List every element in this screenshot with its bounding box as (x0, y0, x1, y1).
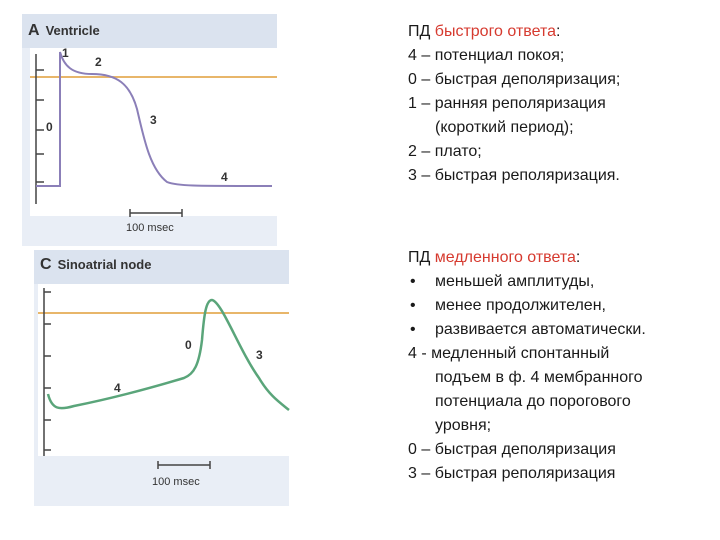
fast-response-item: (короткий период); (435, 119, 574, 136)
fast-response-item: 3 – быстрая реполяризация. (408, 167, 620, 184)
sinoatrial-scale-bar (158, 461, 210, 469)
ventricle-phase-label-1: 1 (62, 46, 69, 60)
slow-response-bullet: • менее продолжителен, (408, 294, 646, 318)
ventricle-action-potential-diagram (22, 14, 277, 246)
sinoatrial-ap-curve (48, 300, 289, 410)
sinoatrial-phase-label-0: 0 (185, 338, 192, 352)
ventricle-scale-label: 100 msec (126, 222, 174, 234)
slow-response-description (408, 246, 646, 486)
fast-response-description (408, 20, 620, 188)
sinoatrial-action-potential-diagram (34, 250, 289, 506)
slow-response-heading-prefix: ПД (408, 249, 435, 266)
ventricle-scale-bar (130, 209, 182, 217)
fast-response-item: 0 – быстрая деполяризация; (408, 71, 621, 88)
fast-response-item: 4 – потенциал покоя; (408, 47, 565, 64)
fast-response-heading-prefix: ПД (408, 23, 435, 40)
sinoatrial-scale-label: 100 msec (152, 476, 200, 488)
sinoatrial-y-ticks (44, 292, 51, 450)
fast-response-item: 2 – плато; (408, 143, 482, 160)
slow-response-phase4-line: уровня; (435, 417, 492, 434)
ventricle-phase-label-4: 4 (221, 170, 228, 184)
slow-response-phase4-line: потенциала до порогового (435, 393, 631, 410)
ventricle-panel-title-text: Ventricle (45, 23, 100, 38)
sinoatrial-panel-letter: C (40, 256, 52, 273)
sinoatrial-panel (34, 250, 289, 506)
ventricle-phase-label-3: 3 (150, 113, 157, 127)
slow-response-bullet: • развивается автоматически. (408, 318, 646, 342)
ventricle-phase-label-0: 0 (46, 120, 53, 134)
slow-response-heading (408, 246, 646, 270)
fast-response-item: 1 – ранняя реполяризация (408, 95, 606, 112)
sinoatrial-phase-label-4: 4 (114, 381, 121, 395)
ventricle-panel (22, 14, 277, 246)
slow-response-phase4-line: подъем в ф. 4 мембранного (435, 369, 643, 386)
ventricle-y-ticks (36, 70, 44, 182)
fast-response-heading-suffix: : (556, 23, 561, 40)
slow-response-item: 3 – быстрая реполяризация (408, 465, 616, 482)
fast-response-heading-highlight: быстрого ответа (434, 23, 557, 40)
slow-response-heading-suffix: : (575, 249, 581, 266)
slow-response-bullet: • меньшей амплитуды, (408, 270, 646, 294)
ventricle-panel-letter: A (28, 22, 40, 39)
sinoatrial-phase-label-3: 3 (256, 348, 263, 362)
fast-response-heading (408, 20, 620, 44)
slow-response-heading-highlight: медленного ответа (434, 249, 576, 266)
ventricle-phase-label-2: 2 (95, 55, 102, 69)
sinoatrial-panel-title-text: Sinoatrial node (57, 257, 152, 272)
slow-response-phase4-line: 4 - медленный спонтанный (408, 345, 610, 362)
slow-response-item: 0 – быстрая деполяризация (408, 441, 616, 458)
